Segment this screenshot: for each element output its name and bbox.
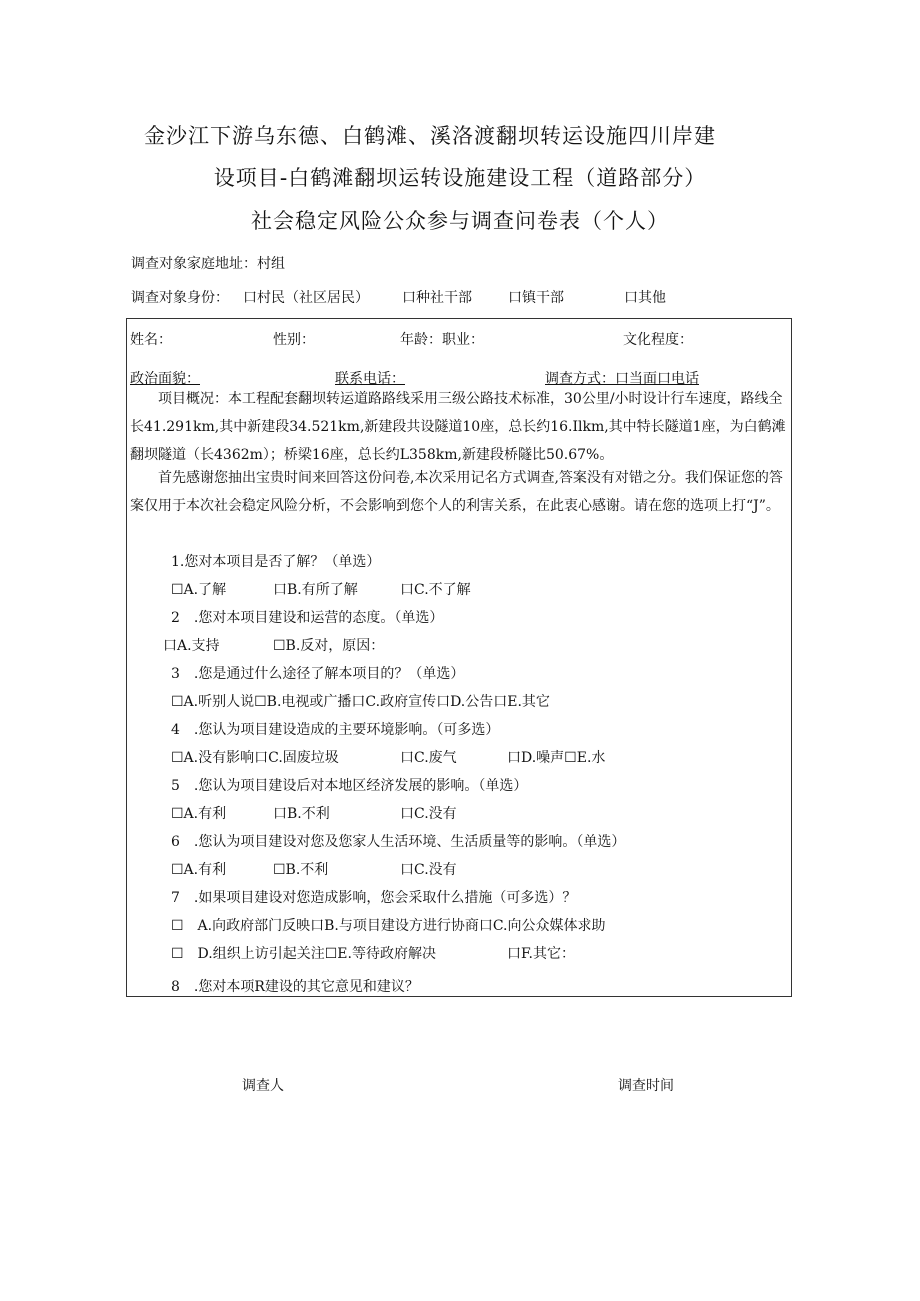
age-job-field[interactable]: 年龄：职业：: [400, 332, 484, 348]
survey-method-field[interactable]: 调查方式：口当面口电话: [545, 371, 699, 387]
name-field[interactable]: 姓名：: [130, 332, 172, 348]
identity-option-villager[interactable]: 口村民（社区居民）: [243, 290, 369, 306]
title-line-2: 设项目-白鹤滩翻坝运转设施建设工程（道路部分）: [213, 166, 707, 190]
q7-option-f[interactable]: 口F.其它：: [507, 946, 575, 962]
q6-option-a[interactable]: ☐A.有利: [171, 862, 227, 878]
q7-options-de[interactable]: ☐ D.组织上访引起关注☐E.等待政府解决: [171, 946, 436, 962]
question-4: 4 .您认为项目建设造成的主要环境影响。（可多选）: [171, 722, 500, 738]
identity-option-town-cadre[interactable]: 口镇干部: [508, 290, 564, 306]
question-5: 5 .您认为项目建设后对本地区经济发展的影响。（单选）: [171, 778, 528, 794]
questionnaire-box: [126, 318, 792, 997]
education-field[interactable]: 文化程度：: [623, 332, 693, 348]
title-line-1: 金沙江下游乌东德、白鹤滩、溪洛渡翻坝转运设施四川岸建: [144, 124, 716, 148]
q5-option-b[interactable]: 口B.不利: [273, 806, 330, 822]
q2-option-a[interactable]: 口A.支持: [163, 638, 220, 654]
q1-option-b[interactable]: 口B.有所了解: [273, 582, 358, 598]
q7-options-abc[interactable]: ☐ A.向政府部门反映口B.与项目建设方进行协商口C.向公众媒体求助: [171, 918, 606, 934]
address-label: 调查对象家庭地址：村组: [131, 256, 285, 272]
identity-label: 调查对象身份：: [131, 290, 229, 306]
survey-time-label: 调查时间: [618, 1078, 674, 1094]
q6-option-b[interactable]: ☐B.不利: [273, 862, 329, 878]
question-6: 6 .您认为项目建设对您及您家人生活环境、生活质量等的影响。（单选）: [171, 834, 626, 850]
gender-field[interactable]: 性别：: [273, 332, 315, 348]
question-8: 8 .您对本项R建设的其它意见和建议？: [171, 979, 419, 995]
title-line-3: 社会稳定风险公众参与调查问卷表（个人）: [251, 209, 669, 233]
intro-paragraph: 首先感谢您抽出宝贵时间来回答这份问卷,本次采用记名方式调查,答案没有对错之分。我们保证您的答案仅用于本次社会稳定风险分析，不会影响到您个人的利害关系，在此衷心感谢。请在您的选项上打“J”。: [130, 470, 783, 514]
q5-option-a[interactable]: ☐A.有利: [171, 806, 227, 822]
question-3: 3 .您是通过什么途径了解本项目的？（单选）: [171, 666, 465, 682]
question-1: 1.您对本项目是否了解？（单选）: [171, 554, 381, 570]
identity-option-cadre[interactable]: 口种社干部: [402, 290, 472, 306]
q4-option-a[interactable]: ☐A.没有影响口C.固废垃圾: [171, 750, 339, 766]
q3-options[interactable]: ☐A.听别人说☐B.电视或广播口C.政府宣传口D.公告口E.其它: [171, 694, 550, 710]
q1-option-c[interactable]: 口C.不了解: [400, 582, 471, 598]
q4-option-d[interactable]: 口D.噪声☐E.水: [507, 750, 606, 766]
q2-option-b[interactable]: ☐B.反对，原因：: [273, 638, 385, 654]
q1-option-a[interactable]: ☐A.了解: [171, 582, 227, 598]
phone-field[interactable]: 联系电话：: [335, 371, 405, 387]
q4-option-c[interactable]: 口C.废气: [400, 750, 457, 766]
q5-option-c[interactable]: 口C.没有: [400, 806, 457, 822]
question-7: 7 .如果项目建设对您造成影响，您会采取什么措施（可多选）？: [171, 890, 577, 906]
politics-field[interactable]: 政治面貌：: [130, 371, 200, 387]
identity-option-other[interactable]: 口其他: [624, 290, 666, 306]
q6-option-c[interactable]: 口C.没有: [400, 862, 457, 878]
question-2: 2 .您对本项目建设和运营的态度。（单选）: [171, 610, 444, 626]
investigator-label: 调查人: [242, 1078, 284, 1094]
project-overview: 项目概况：本工程配套翻坝转运道路路线采用三级公路技术标准，30公里/小时设计行车速度，路线全长41.291km,其中新建段34.521km,新建段共设隧道10座，总长约16.Ilkm,其中特长隧道1座，为白鹤滩翻坝隧道（长4362m）；桥梁16座，总长约L358km,新建段桥隧比50.67%。: [130, 391, 786, 463]
